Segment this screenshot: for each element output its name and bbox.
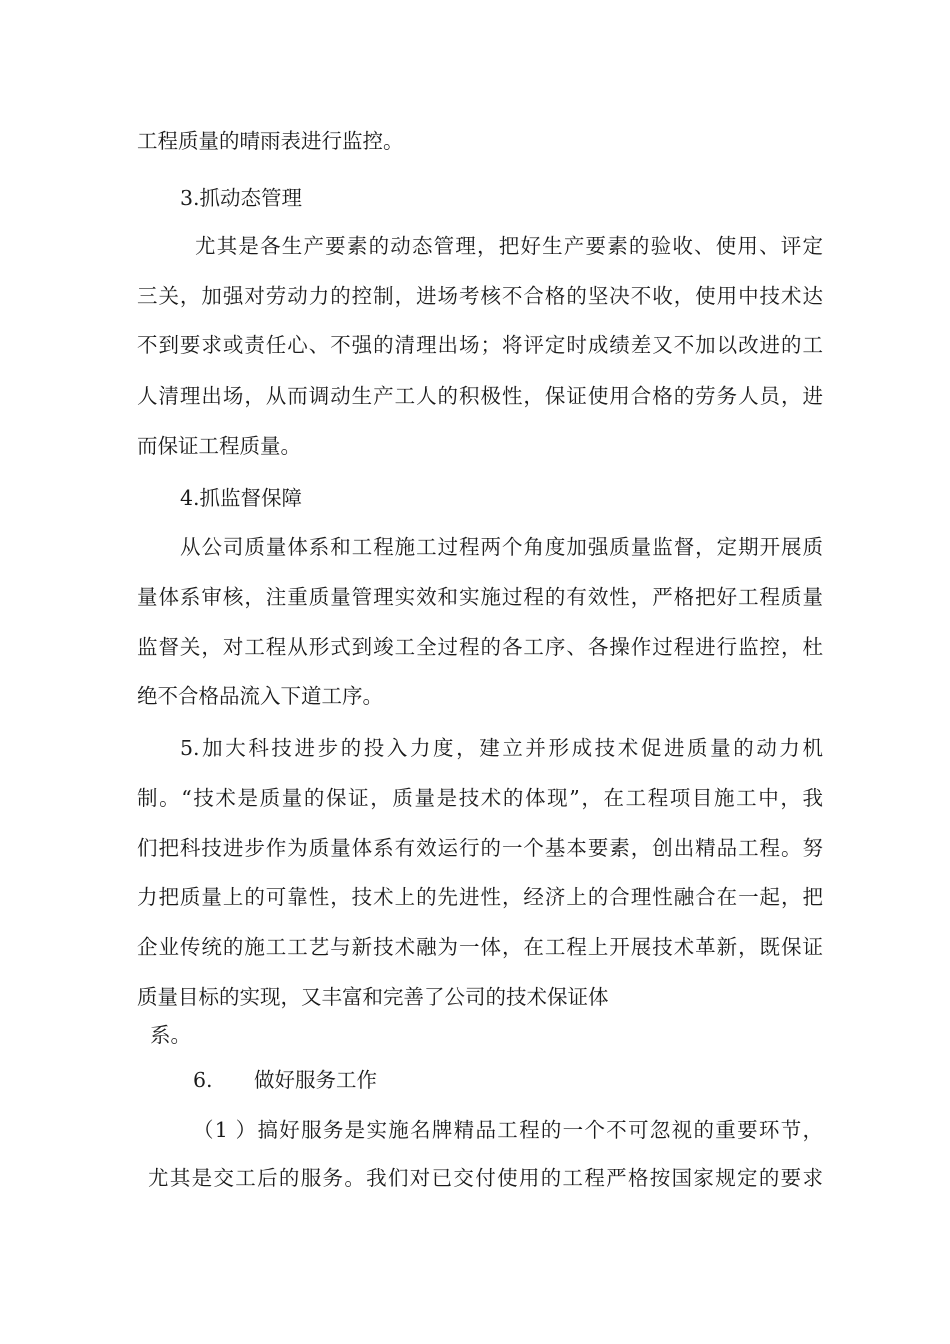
paragraph-line: 力把质量上的可靠性，技术上的先进性，经济上的合理性融合在一起，把 [137,885,823,909]
section-heading-5: 5.加大科技进步的投入力度，建立并形成技术促进质量的动力机 [180,736,823,760]
section-heading-6: 做好服务工作 [254,1068,377,1092]
paragraph-line: 绝不合格品流入下道工序。 [137,684,383,708]
section-heading-4: 4.抓监督保障 [180,486,303,510]
paragraph-line: 质量目标的实现，又丰富和完善了公司的技术保证体 [137,985,609,1009]
paragraph-line: 而保证工程质量。 [137,434,301,458]
paragraph-line: 企业传统的施工工艺与新技术融为一体，在工程上开展技术革新，既保证 [137,935,823,959]
paragraph-line: 尤其是交工后的服务。我们对已交付使用的工程严格按国家规定的要求 [148,1166,823,1190]
paragraph-line: 监督关，对工程从形式到竣工全过程的各工序、各操作过程进行监控，杜 [137,635,823,659]
paragraph-line: 尤其是各生产要素的动态管理，把好生产要素的验收、使用、评定 [195,234,823,258]
paragraph-line: 们把科技进步作为质量体系有效运行的一个基本要素，创出精品工程。努 [137,836,823,860]
paragraph-line: 制。“技术是质量的保证，质量是技术的体现”，在工程项目施工中，我 [137,786,823,810]
section-number-6: 6. [193,1068,213,1092]
paragraph-line: 三关，加强对劳动力的控制，进场考核不合格的坚决不收，使用中技术达 [137,284,823,308]
paragraph-line: 系。 [150,1023,191,1047]
paragraph-line: 工程质量的晴雨表进行监控。 [137,129,404,153]
section-heading-3: 3.抓动态管理 [180,186,303,210]
paragraph-line: （1 ）搞好服务是实施名牌精品工程的一个不可忽视的重要环节， [193,1118,823,1142]
paragraph-line: 不到要求或责任心、不强的清理出场；将评定时成绩差又不加以改进的工 [137,333,823,357]
paragraph-line: 量体系审核，注重质量管理实效和实施过程的有效性，严格把好工程质量 [137,585,823,609]
paragraph-line: 人清理出场，从而调动生产工人的积极性，保证使用合格的劳务人员，进 [137,384,823,408]
paragraph-line: 从公司质量体系和工程施工过程两个角度加强质量监督，定期开展质 [180,535,823,559]
